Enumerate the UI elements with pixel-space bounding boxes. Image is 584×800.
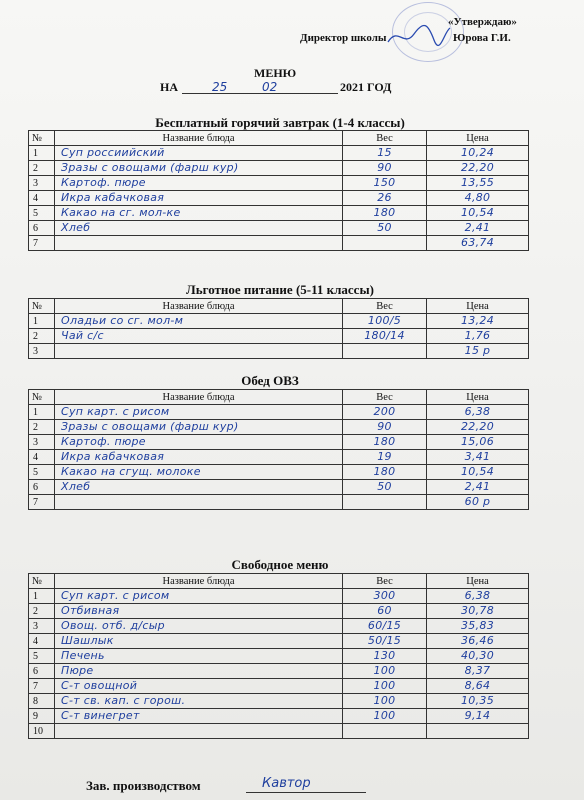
table-row bbox=[29, 405, 529, 420]
cell-price-text: 40,30 bbox=[461, 649, 494, 662]
cell-weight bbox=[343, 589, 427, 604]
row-number bbox=[29, 314, 55, 329]
row-number bbox=[29, 480, 55, 495]
table-row bbox=[29, 191, 529, 206]
cell-price-text: 63,74 bbox=[461, 236, 494, 249]
cell-weight bbox=[343, 191, 427, 206]
cell-name bbox=[55, 495, 343, 510]
row-number-text: 1 bbox=[33, 315, 38, 327]
cell-price bbox=[427, 420, 529, 435]
table-row bbox=[29, 495, 529, 510]
cell-price-text: 8,64 bbox=[464, 679, 491, 692]
cell-price-text: 6,38 bbox=[464, 405, 491, 418]
cell-weight-text: 50 bbox=[377, 480, 392, 493]
cell-weight bbox=[343, 480, 427, 495]
row-number-text: 4 bbox=[33, 192, 38, 204]
cell-name bbox=[55, 206, 343, 221]
cell-price-text: 35,83 bbox=[461, 619, 494, 632]
cell-name-text: Зразы с овощами (фарш кур) bbox=[61, 420, 239, 433]
row-number-text: 5 bbox=[33, 466, 38, 478]
table-row bbox=[29, 450, 529, 465]
cell-name-text: Отбивная bbox=[61, 604, 120, 617]
cell-weight-text: 100 bbox=[373, 664, 396, 677]
column-header-weight: Вес bbox=[343, 574, 427, 589]
cell-price bbox=[427, 679, 529, 694]
row-number bbox=[29, 619, 55, 634]
cell-price bbox=[427, 634, 529, 649]
ovz-table bbox=[28, 389, 529, 510]
cell-price-text: 13,55 bbox=[461, 176, 494, 189]
row-number bbox=[29, 724, 55, 739]
cell-price bbox=[427, 191, 529, 206]
section-title-breakfast: Бесплатный горячий завтрак (1-4 классы) bbox=[155, 115, 405, 130]
table-row bbox=[29, 634, 529, 649]
column-header-num: № bbox=[29, 390, 55, 405]
cell-weight bbox=[343, 314, 427, 329]
row-number bbox=[29, 191, 55, 206]
table-row bbox=[29, 146, 529, 161]
cell-name-text: Зразы с овощами (фарш кур) bbox=[61, 161, 239, 174]
director-signature-icon bbox=[384, 22, 452, 50]
cell-price bbox=[427, 206, 529, 221]
row-number-text: 3 bbox=[33, 620, 38, 632]
row-number-text: 1 bbox=[33, 590, 38, 602]
cell-weight-text: 15 bbox=[377, 146, 392, 159]
row-number bbox=[29, 329, 55, 344]
cell-weight-text: 200 bbox=[373, 405, 396, 418]
footer-signature: Кавтор bbox=[262, 776, 311, 791]
cell-name-text: С-т овощной bbox=[61, 679, 138, 692]
cell-weight bbox=[343, 694, 427, 709]
cell-name bbox=[55, 589, 343, 604]
row-number-text: 3 bbox=[33, 436, 38, 448]
cell-name-text: Шашлык bbox=[61, 634, 114, 647]
cell-name-text: Овощ. отб. д/сыр bbox=[61, 619, 165, 632]
cell-weight bbox=[343, 405, 427, 420]
table-row bbox=[29, 604, 529, 619]
cell-name bbox=[55, 329, 343, 344]
cell-weight bbox=[343, 709, 427, 724]
date-prefix: НА bbox=[160, 80, 178, 94]
cell-name bbox=[55, 709, 343, 724]
cell-price bbox=[427, 604, 529, 619]
cell-weight-text: 180/14 bbox=[364, 329, 405, 342]
row-number bbox=[29, 435, 55, 450]
column-header-name: Название блюда bbox=[55, 574, 343, 589]
table-row bbox=[29, 420, 529, 435]
row-number-text: 10 bbox=[33, 725, 43, 737]
cell-price-text: 1,76 bbox=[464, 329, 491, 342]
table-row bbox=[29, 176, 529, 191]
cell-name bbox=[55, 679, 343, 694]
column-header-weight: Вес bbox=[343, 390, 427, 405]
row-number-text: 5 bbox=[33, 650, 38, 662]
cell-price bbox=[427, 480, 529, 495]
row-number-text: 6 bbox=[33, 481, 38, 493]
column-header-price: Цена bbox=[427, 131, 529, 146]
cell-weight-text: 19 bbox=[377, 450, 392, 463]
table-row bbox=[29, 480, 529, 495]
cell-price-text: 13,24 bbox=[461, 314, 494, 327]
table-row bbox=[29, 161, 529, 176]
cell-name bbox=[55, 344, 343, 359]
column-header-num: № bbox=[29, 131, 55, 146]
cell-weight-text: 50/15 bbox=[367, 634, 402, 647]
cell-name-text: Печень bbox=[61, 649, 105, 662]
cell-name bbox=[55, 314, 343, 329]
cell-name-text: Оладьи со сг. мол-м bbox=[61, 314, 184, 327]
cell-name-text: Чай с/с bbox=[61, 329, 104, 342]
cell-weight-text: 180 bbox=[373, 435, 396, 448]
row-number-text: 4 bbox=[33, 635, 38, 647]
row-number bbox=[29, 694, 55, 709]
cell-price-text: 10,35 bbox=[461, 694, 494, 707]
table-row bbox=[29, 329, 529, 344]
table-row bbox=[29, 664, 529, 679]
cell-name-text: Хлеб bbox=[61, 221, 91, 234]
cell-price bbox=[427, 495, 529, 510]
cell-weight bbox=[343, 495, 427, 510]
cell-name bbox=[55, 161, 343, 176]
cell-name-text: Суп россиийский bbox=[61, 146, 165, 159]
cell-weight-text: 180 bbox=[373, 206, 396, 219]
cell-price-text: 15,06 bbox=[461, 435, 494, 448]
cell-name-text: Какао на сг. мол-ке bbox=[61, 206, 181, 219]
column-header-num: № bbox=[29, 299, 55, 314]
cell-weight-text: 130 bbox=[373, 649, 396, 662]
cell-price-text: 10,24 bbox=[461, 146, 494, 159]
row-number bbox=[29, 589, 55, 604]
table-row bbox=[29, 221, 529, 236]
cell-name bbox=[55, 191, 343, 206]
cell-price-text: 36,46 bbox=[461, 634, 494, 647]
cell-weight bbox=[343, 604, 427, 619]
cell-name bbox=[55, 176, 343, 191]
cell-name-text: Суп карт. с рисом bbox=[61, 405, 170, 418]
cell-weight-text: 60 bbox=[377, 604, 392, 617]
cell-weight-text: 100 bbox=[373, 694, 396, 707]
cell-price-text: 6,38 bbox=[464, 589, 491, 602]
row-number-text: 8 bbox=[33, 695, 38, 707]
cell-weight bbox=[343, 221, 427, 236]
date-line bbox=[182, 79, 338, 94]
row-number bbox=[29, 465, 55, 480]
table-row bbox=[29, 649, 529, 664]
cell-name bbox=[55, 435, 343, 450]
cell-weight bbox=[343, 679, 427, 694]
table-row bbox=[29, 344, 529, 359]
footer-label: Зав. производством bbox=[86, 778, 201, 793]
table-row bbox=[29, 589, 529, 604]
row-number bbox=[29, 420, 55, 435]
row-number bbox=[29, 495, 55, 510]
cell-price bbox=[427, 344, 529, 359]
row-number bbox=[29, 664, 55, 679]
row-number bbox=[29, 146, 55, 161]
row-number bbox=[29, 450, 55, 465]
cell-price bbox=[427, 694, 529, 709]
table-row bbox=[29, 314, 529, 329]
cell-name-text: Пюре bbox=[61, 664, 94, 677]
row-number-text: 1 bbox=[33, 147, 38, 159]
row-number-text: 1 bbox=[33, 406, 38, 418]
cell-price-text: 10,54 bbox=[461, 206, 494, 219]
cell-price bbox=[427, 450, 529, 465]
cell-price bbox=[427, 146, 529, 161]
table-row bbox=[29, 465, 529, 480]
cell-price-text: 60 р bbox=[464, 495, 491, 508]
date-suffix: 2021 ГОД bbox=[340, 80, 392, 94]
cell-name-text: Хлеб bbox=[61, 480, 91, 493]
cell-weight-text: 150 bbox=[373, 176, 396, 189]
cell-weight bbox=[343, 344, 427, 359]
cell-price-text: 30,78 bbox=[461, 604, 494, 617]
cell-weight-text: 50 bbox=[377, 221, 392, 234]
table-row bbox=[29, 435, 529, 450]
cell-price bbox=[427, 236, 529, 251]
approve-label: «Утверждаю» bbox=[448, 16, 517, 28]
row-number bbox=[29, 176, 55, 191]
row-number-text: 2 bbox=[33, 330, 38, 342]
cell-weight-text: 180 bbox=[373, 465, 396, 478]
cell-name bbox=[55, 405, 343, 420]
cell-price-text: 10,54 bbox=[461, 465, 494, 478]
row-number bbox=[29, 604, 55, 619]
cell-price bbox=[427, 709, 529, 724]
cell-name bbox=[55, 604, 343, 619]
cell-weight bbox=[343, 619, 427, 634]
breakfast-table bbox=[28, 130, 529, 251]
cell-price-text: 22,20 bbox=[461, 420, 494, 433]
cell-name bbox=[55, 420, 343, 435]
cell-weight bbox=[343, 724, 427, 739]
cell-weight-text: 300 bbox=[373, 589, 396, 602]
cell-name bbox=[55, 480, 343, 495]
table-header-row bbox=[29, 390, 529, 405]
cell-name bbox=[55, 724, 343, 739]
director-name: Юрова Г.И. bbox=[453, 32, 511, 44]
cell-weight bbox=[343, 465, 427, 480]
row-number-text: 2 bbox=[33, 421, 38, 433]
cell-price-text: 4,80 bbox=[464, 191, 491, 204]
column-header-weight: Вес bbox=[343, 299, 427, 314]
row-number-text: 2 bbox=[33, 605, 38, 617]
cell-weight-text: 90 bbox=[377, 420, 392, 433]
free-menu-table bbox=[28, 573, 529, 739]
cell-name bbox=[55, 649, 343, 664]
cell-weight bbox=[343, 161, 427, 176]
cell-name bbox=[55, 236, 343, 251]
cell-name bbox=[55, 694, 343, 709]
row-number-text: 9 bbox=[33, 710, 38, 722]
row-number bbox=[29, 206, 55, 221]
section-title-free: Свободное меню bbox=[231, 557, 329, 572]
cell-weight-text: 100 bbox=[373, 709, 396, 722]
row-number-text: 7 bbox=[33, 680, 38, 692]
row-number bbox=[29, 634, 55, 649]
cell-price bbox=[427, 589, 529, 604]
row-number-text: 5 bbox=[33, 207, 38, 219]
cell-weight bbox=[343, 329, 427, 344]
row-number-text: 4 bbox=[33, 451, 38, 463]
cell-name-text: Суп карт. с рисом bbox=[61, 589, 170, 602]
director-position: Директор школы bbox=[300, 32, 387, 44]
cell-weight-text: 90 bbox=[377, 161, 392, 174]
column-header-name: Название блюда bbox=[55, 299, 343, 314]
cell-name-text: Картоф. пюре bbox=[61, 435, 146, 448]
table-header-row bbox=[29, 574, 529, 589]
cell-weight bbox=[343, 450, 427, 465]
cell-weight bbox=[343, 634, 427, 649]
row-number bbox=[29, 405, 55, 420]
row-number bbox=[29, 236, 55, 251]
column-header-weight: Вес bbox=[343, 131, 427, 146]
cell-price-text: 8,37 bbox=[464, 664, 491, 677]
cell-name bbox=[55, 146, 343, 161]
cell-weight bbox=[343, 146, 427, 161]
cell-weight-text: 100/5 bbox=[367, 314, 402, 327]
cell-name-text: Икра кабачковая bbox=[61, 191, 165, 204]
column-header-name: Название блюда bbox=[55, 131, 343, 146]
row-number-text: 3 bbox=[33, 345, 38, 357]
section-title-ovz: Обед ОВЗ bbox=[241, 373, 299, 388]
cell-name-text: Какао на сгущ. молоке bbox=[61, 465, 201, 478]
cell-price bbox=[427, 619, 529, 634]
table-header-row bbox=[29, 131, 529, 146]
cell-price bbox=[427, 314, 529, 329]
row-number-text: 6 bbox=[33, 665, 38, 677]
cell-price bbox=[427, 435, 529, 450]
column-header-name: Название блюда bbox=[55, 390, 343, 405]
cell-price-text: 2,41 bbox=[464, 221, 491, 234]
table-row bbox=[29, 679, 529, 694]
row-number bbox=[29, 221, 55, 236]
cell-name-text: С-т св. кап. с горош. bbox=[61, 694, 186, 707]
row-number bbox=[29, 344, 55, 359]
table-row bbox=[29, 619, 529, 634]
table-row bbox=[29, 724, 529, 739]
row-number-text: 7 bbox=[33, 237, 38, 249]
cell-price bbox=[427, 221, 529, 236]
cell-name bbox=[55, 465, 343, 480]
cell-weight bbox=[343, 649, 427, 664]
cell-price bbox=[427, 405, 529, 420]
cell-price bbox=[427, 724, 529, 739]
row-number-text: 3 bbox=[33, 177, 38, 189]
cell-price bbox=[427, 161, 529, 176]
cell-price bbox=[427, 649, 529, 664]
cell-weight-text: 100 bbox=[373, 679, 396, 692]
benefit-table bbox=[28, 298, 529, 359]
cell-name-text: Картоф. пюре bbox=[61, 176, 146, 189]
table-header-row bbox=[29, 299, 529, 314]
cell-name bbox=[55, 450, 343, 465]
row-number bbox=[29, 679, 55, 694]
table-row bbox=[29, 206, 529, 221]
cell-price-text: 3,41 bbox=[464, 450, 491, 463]
cell-weight bbox=[343, 435, 427, 450]
date-month: 02 bbox=[262, 80, 278, 94]
cell-weight bbox=[343, 236, 427, 251]
cell-name-text: С-т винегрет bbox=[61, 709, 140, 722]
column-header-price: Цена bbox=[427, 390, 529, 405]
column-header-price: Цена bbox=[427, 574, 529, 589]
row-number-text: 6 bbox=[33, 222, 38, 234]
row-number-text: 7 bbox=[33, 496, 38, 508]
table-row bbox=[29, 236, 529, 251]
table-row bbox=[29, 709, 529, 724]
cell-weight bbox=[343, 420, 427, 435]
cell-price bbox=[427, 465, 529, 480]
cell-price-text: 22,20 bbox=[461, 161, 494, 174]
cell-weight bbox=[343, 176, 427, 191]
column-header-num: № bbox=[29, 574, 55, 589]
cell-price bbox=[427, 664, 529, 679]
cell-weight bbox=[343, 664, 427, 679]
cell-weight bbox=[343, 206, 427, 221]
cell-name bbox=[55, 634, 343, 649]
cell-weight-text: 60/15 bbox=[367, 619, 402, 632]
column-header-price: Цена bbox=[427, 299, 529, 314]
cell-price-text: 15 р bbox=[464, 344, 491, 357]
menu-title: МЕНЮ bbox=[254, 66, 297, 80]
row-number-text: 2 bbox=[33, 162, 38, 174]
cell-price bbox=[427, 176, 529, 191]
cell-name bbox=[55, 221, 343, 236]
cell-weight-text: 26 bbox=[377, 191, 392, 204]
date-day: 25 bbox=[212, 80, 228, 94]
cell-price bbox=[427, 329, 529, 344]
cell-price-text: 2,41 bbox=[464, 480, 491, 493]
cell-name-text: Икра кабачковая bbox=[61, 450, 165, 463]
cell-name bbox=[55, 619, 343, 634]
row-number bbox=[29, 709, 55, 724]
section-title-benefit: Льготное питание (5-11 классы) bbox=[186, 282, 374, 297]
cell-price-text: 9,14 bbox=[464, 709, 491, 722]
row-number bbox=[29, 649, 55, 664]
table-row bbox=[29, 694, 529, 709]
row-number bbox=[29, 161, 55, 176]
cell-name bbox=[55, 664, 343, 679]
